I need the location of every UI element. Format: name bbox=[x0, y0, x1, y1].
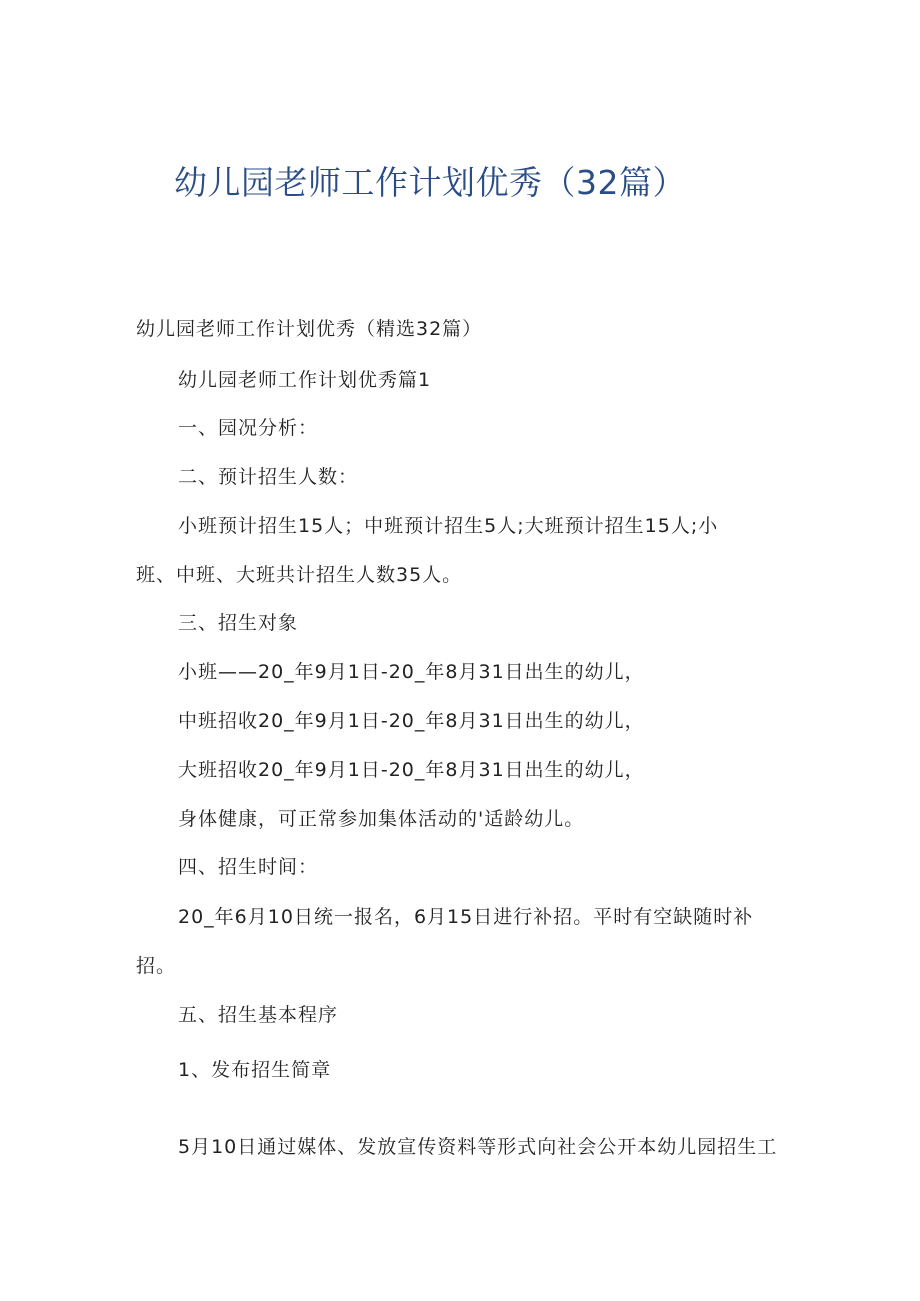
section-heading-enrollment-count: 二、预计招生人数： bbox=[178, 466, 359, 488]
section-heading-analysis: 一、园况分析： bbox=[178, 417, 319, 439]
paragraph-line: 中班招收20_年9月1日-20_年8月31日出生的幼儿， bbox=[178, 710, 645, 732]
subsection-heading: 1、发布招生简章 bbox=[178, 1059, 332, 1081]
paragraph-line: 班、中班、大班共计招生人数35人。 bbox=[136, 564, 463, 586]
paragraph-line: 身体健康，可正常参加集体活动的'适龄幼儿。 bbox=[178, 808, 585, 830]
page-title: 幼儿园老师工作计划优秀（32篇） bbox=[174, 163, 686, 202]
paragraph-line: 5月10日通过媒体、发放宣传资料等形式向社会公开本幼儿园招生工 bbox=[178, 1136, 778, 1158]
article-heading: 幼儿园老师工作计划优秀篇1 bbox=[178, 369, 432, 391]
paragraph-line: 招。 bbox=[136, 955, 177, 977]
paragraph-line: 小班预计招生15人；中班预计招生5人;大班预计招生15人;小 bbox=[178, 515, 719, 537]
document-subtitle: 幼儿园老师工作计划优秀（精选32篇） bbox=[136, 318, 483, 340]
paragraph-line: 20_年6月10日统一报名，6月15日进行补招。平时有空缺随时补 bbox=[178, 906, 754, 928]
paragraph-line: 小班——20_年9月1日-20_年8月31日出生的幼儿， bbox=[178, 661, 645, 683]
section-heading-enrollment-time: 四、招生时间： bbox=[178, 856, 319, 878]
paragraph-line: 大班招收20_年9月1日-20_年8月31日出生的幼儿， bbox=[178, 759, 645, 781]
section-heading-procedure: 五、招生基本程序 bbox=[178, 1004, 339, 1026]
section-heading-enrollment-target: 三、招生对象 bbox=[178, 612, 299, 634]
